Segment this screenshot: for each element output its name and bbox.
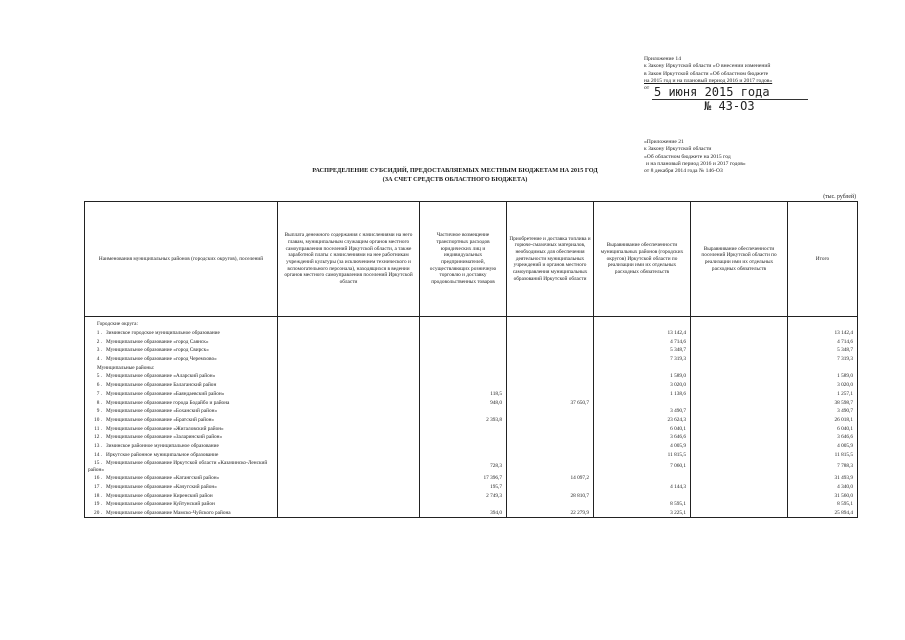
table-row [85,509,858,518]
cell-municipality [85,433,278,442]
cell-c5 [691,491,788,500]
empty-cell [420,317,507,329]
cell-total: 6 040,1 [788,424,858,433]
municipality-name: Муниципальное образование «Боханский район» [106,408,218,415]
document-title [240,166,670,184]
cell-c3 [507,442,594,451]
cell-c4: 4 144,3 [594,483,691,492]
municipality-name: Муниципальное образование «город Свирск» [106,347,209,354]
row-number: 8 . [96,399,102,406]
section-label: Муниципальные районы: [85,363,278,372]
cell-c5 [691,329,788,338]
cell-c4: 3 646,6 [594,433,691,442]
municipality-name: Муниципальное образование «Качугский район» [106,484,217,491]
annex-original-line: «Об областном бюджете на 2015 год [644,153,731,160]
municipality-name: Муниципальное образование Мамско-Чуйского района [106,510,231,517]
cell-c5 [691,398,788,407]
header-name: Наименования муниципальных районов (городских округов), поселений [85,202,278,317]
cell-municipality [85,390,278,399]
row-number: 6 . [96,382,102,389]
annex-original-line: от 8 декабря 2014 года № 146-ОЗ [644,168,723,175]
cell-c3 [507,433,594,442]
cell-c3 [507,407,594,416]
table-row [85,433,858,442]
cell-c3 [507,450,594,459]
cell-c4: 5 348,7 [594,346,691,355]
row-number: 20 . [94,510,102,517]
cell-total: 8 595,1 [788,500,858,509]
cell-municipality [85,329,278,338]
cell-total: 5 348,7 [788,346,858,355]
cell-municipality [85,416,278,425]
row-number: 17 . [94,484,102,491]
empty-cell [278,363,420,372]
cell-c1 [278,483,420,492]
cell-c2 [420,337,507,346]
cell-municipality [85,442,278,451]
cell-c1 [278,450,420,459]
empty-cell [691,363,788,372]
table-body [85,317,858,518]
municipality-name: Муниципальное образование «Жигаловский район» [106,425,224,432]
cell-c2: 2 749,3 [420,491,507,500]
cell-total: 3 490,7 [788,407,858,416]
table-row [85,381,858,390]
row-number: 7 . [96,390,102,397]
annex-amendment-line: в Закон Иркутской области «Об областном бюджете [644,70,769,77]
municipality-name: Муниципальное образование Иркутской области «Казачинско-Ленский район» [88,460,268,473]
title-line-1: РАСПРЕДЕЛЕНИЕ СУБСИДИЙ, ПРЕДОСТАВЛЯЕМЫХ МЕСТНЫМ БЮДЖЕТАМ НА 2015 ГОД [312,167,598,174]
row-number: 15 . [94,460,102,467]
subsidy-table [84,201,858,518]
table-section-row [85,317,858,329]
header-equalization-settlements: Выравнивание обеспеченности поселений Иркутской области по реализации ими их отдельных расходных обязательств [691,202,788,317]
cell-total: 3 020,0 [788,381,858,390]
cell-municipality [85,450,278,459]
cell-c5 [691,433,788,442]
cell-c1 [278,346,420,355]
cell-c1 [278,355,420,364]
cell-c2 [420,346,507,355]
annex-amendment-line: на 2015 год и на плановый период 2016 и 2017 годов» [644,77,773,84]
cell-c2 [420,372,507,381]
cell-total: 7 788,3 [788,459,858,474]
table-row [85,483,858,492]
cell-total: 31 560,0 [788,491,858,500]
cell-c4 [594,491,691,500]
cell-c4: 7 319,3 [594,355,691,364]
municipality-name: Муниципальное образование «Баяндаевский район» [106,390,225,397]
municipality-name: Муниципальное образование «Аларский район» [106,373,216,380]
cell-c3 [507,372,594,381]
table-row [85,346,858,355]
cell-c4: 7 060,1 [594,459,691,474]
cell-c1 [278,500,420,509]
cell-c2 [420,407,507,416]
cell-municipality [85,355,278,364]
table-row [85,442,858,451]
table-row [85,390,858,399]
table-row [85,500,858,509]
cell-c1 [278,433,420,442]
cell-c5 [691,390,788,399]
empty-cell [788,317,858,329]
cell-c4: 3 225,1 [594,509,691,518]
section-label: Городские округа: [85,317,278,329]
table-row [85,424,858,433]
municipality-name: Муниципальное образование Балаганский район [106,382,217,389]
cell-c5 [691,372,788,381]
cell-municipality [85,483,278,492]
empty-cell [278,317,420,329]
cell-c5 [691,483,788,492]
cell-total: 3 646,6 [788,433,858,442]
empty-cell [691,317,788,329]
cell-c1 [278,509,420,518]
cell-c1 [278,390,420,399]
cell-c1 [278,474,420,483]
cell-municipality [85,372,278,381]
municipality-name: Муниципальное образование Куйтунский район [106,501,215,508]
cell-c3 [507,424,594,433]
table-section-row [85,363,858,372]
annex-original-block [644,139,824,175]
table-row [85,474,858,483]
cell-c1 [278,398,420,407]
table-row [85,491,858,500]
municipality-name: Муниципальное образование Киренский район [106,492,213,499]
cell-c1 [278,381,420,390]
cell-c2 [420,433,507,442]
cell-c3 [507,483,594,492]
cell-c3 [507,390,594,399]
cell-municipality [85,459,278,474]
units-label: (тыс. рублей) [823,194,856,200]
cell-c2: 394,0 [420,509,507,518]
cell-c4: 3 020,0 [594,381,691,390]
cell-c3: 14 097,2 [507,474,594,483]
cell-c5 [691,355,788,364]
cell-c1 [278,407,420,416]
cell-total: 4 714,6 [788,337,858,346]
cell-c2: 728,3 [420,459,507,474]
row-number: 9 . [96,408,102,415]
cell-c3: 28 810,7 [507,491,594,500]
row-number: 11 . [94,425,102,432]
cell-c3 [507,329,594,338]
cell-c1 [278,416,420,425]
empty-cell [594,317,691,329]
municipality-name: Муниципальное образование «Братский район» [106,416,215,423]
row-number: 19 . [94,501,102,508]
table-row [85,337,858,346]
table-row [85,459,858,474]
row-number: 1 . [96,330,102,337]
municipality-name: Муниципальное образование «город Саянск» [106,338,209,345]
cell-c5 [691,474,788,483]
header-fuel: Приобретение и доставка топлива и горюче-смазочных материалов, необходимых для обеспечения деятельности муниципальных учреждений и органов местного самоуправления муниципальных образований Иркутской области [507,202,594,317]
table-row [85,329,858,338]
annex-original-line: к Закону Иркутской области [644,146,712,153]
cell-c4 [594,474,691,483]
cell-c4: 1 138,6 [594,390,691,399]
cell-municipality [85,491,278,500]
cell-c5 [691,416,788,425]
cell-c1 [278,442,420,451]
row-number: 4 . [96,356,102,363]
cell-c5 [691,346,788,355]
row-number: 12 . [94,434,102,441]
cell-c1 [278,491,420,500]
annex-amendment-line: к Закону Иркутской области «О внесении изменений [644,63,771,70]
cell-c4 [594,398,691,407]
cell-municipality [85,337,278,346]
header-equalization-districts: Выравнивание обеспеченности муниципальных районов (городских округов) Иркутской области по реализации ими их отдельных расходных обязательств [594,202,691,317]
cell-total: 11 815,5 [788,450,858,459]
cell-total: 38 598,7 [788,398,858,407]
cell-c2: 17 396,7 [420,474,507,483]
cell-c3 [507,381,594,390]
table-row [85,407,858,416]
header-transport: Частичное возмещение транспортных расходов юридических лиц и индивидуальных предпринимателей, осуществляющих розничную торговлю и доставку продовольственных товаров [420,202,507,317]
cell-c2 [420,450,507,459]
cell-municipality [85,398,278,407]
cell-c3 [507,500,594,509]
cell-c5 [691,424,788,433]
cell-c5 [691,337,788,346]
cell-municipality [85,474,278,483]
cell-total: 13 142,4 [788,329,858,338]
cell-municipality [85,381,278,390]
annex-original-line: и на плановый период 2016 и 2017 годов» [646,160,746,167]
handwritten-date: 5 июня 2015 года [654,85,770,99]
empty-cell [507,317,594,329]
cell-municipality [85,346,278,355]
cell-c5 [691,459,788,474]
cell-c4: 13 142,4 [594,329,691,338]
cell-c4: 11 815,5 [594,450,691,459]
municipality-name: Зиминское городское муниципальное образование [106,330,220,337]
cell-c2 [420,424,507,433]
cell-c3: 37 650,7 [507,398,594,407]
cell-c3 [507,337,594,346]
cell-total: 7 319,3 [788,355,858,364]
cell-municipality [85,500,278,509]
row-number: 13 . [94,442,102,449]
cell-total: 31 493,9 [788,474,858,483]
municipality-name: Иркутское районное муниципальное образование [106,451,219,458]
cell-total: 4 340,0 [788,483,858,492]
municipality-name: Муниципальное образование «Заларинский район» [106,434,223,441]
table-header-row [85,202,858,317]
handwritten-number: № 43-ОЗ [704,99,755,113]
cell-c2: 948,0 [420,398,507,407]
municipality-name: Муниципальное образование «город Черемхово» [106,356,217,363]
row-number: 16 . [94,475,102,482]
cell-c5 [691,500,788,509]
title-line-2: (ЗА СЧЕТ СРЕДСТВ ОБЛАСТНОГО БЮДЖЕТА) [382,176,528,183]
cell-c5 [691,381,788,390]
cell-c2: 2 393,8 [420,416,507,425]
table-row [85,355,858,364]
cell-c4: 23 624,3 [594,416,691,425]
table-row [85,416,858,425]
cell-c2 [420,355,507,364]
row-number: 3 . [96,347,102,354]
cell-municipality [85,407,278,416]
cell-c3 [507,416,594,425]
cell-municipality [85,509,278,518]
cell-total: 1 257,1 [788,390,858,399]
cell-c4: 4 005,9 [594,442,691,451]
date-prefix: от [644,85,650,92]
empty-cell [507,363,594,372]
cell-c4: 3 490,7 [594,407,691,416]
empty-cell [420,363,507,372]
cell-c2: 118,5 [420,390,507,399]
cell-c3: 22 279,9 [507,509,594,518]
cell-c4: 6 040,1 [594,424,691,433]
cell-c1 [278,329,420,338]
cell-c2: 195,7 [420,483,507,492]
cell-c1 [278,424,420,433]
header-total: Итого [788,202,858,317]
cell-c5 [691,407,788,416]
cell-c3 [507,355,594,364]
cell-c5 [691,442,788,451]
cell-c4: 8 595,1 [594,500,691,509]
cell-total: 25 894,4 [788,509,858,518]
cell-c1 [278,372,420,381]
cell-c4: 4 714,6 [594,337,691,346]
row-number: 10 . [94,416,102,423]
empty-cell [788,363,858,372]
cell-c2 [420,500,507,509]
row-number: 18 . [94,492,102,499]
cell-c1 [278,337,420,346]
cell-c3 [507,459,594,474]
row-number: 14 . [94,451,102,458]
cell-c3 [507,346,594,355]
row-number: 5 . [96,373,102,380]
cell-c1 [278,459,420,474]
municipality-name: Муниципальное образование «Катангский район» [106,475,220,482]
cell-municipality [85,424,278,433]
cell-c2 [420,329,507,338]
cell-total: 4 005,9 [788,442,858,451]
header-salary: Выплата денежного содержания с начислениями на него главам, муниципальным служащим органов местного самоуправления поселений Иркутской области, а также заработной платы с начислениями на нее работникам учреждений культуры (за исключением технического и вспомогательного персонала), находящихся в ведении органов местного самоуправления поселений Иркутской области [278,202,420,317]
cell-total: 26 018,1 [788,416,858,425]
cell-c2 [420,381,507,390]
annex-amendment-line: Приложение 14 [644,56,682,62]
cell-total: 1 589,0 [788,372,858,381]
annex-original-line: «Приложение 21 [644,139,684,145]
cell-c4: 1 589,0 [594,372,691,381]
empty-cell [594,363,691,372]
table-row [85,450,858,459]
cell-c2 [420,442,507,451]
table-row [85,372,858,381]
municipality-name: Зиминское районное муниципальное образование [106,442,219,449]
cell-c5 [691,450,788,459]
cell-c5 [691,509,788,518]
table-row [85,398,858,407]
row-number: 2 . [96,338,102,345]
municipality-name: Муниципальное образование города Бодайбо и района [106,399,230,406]
